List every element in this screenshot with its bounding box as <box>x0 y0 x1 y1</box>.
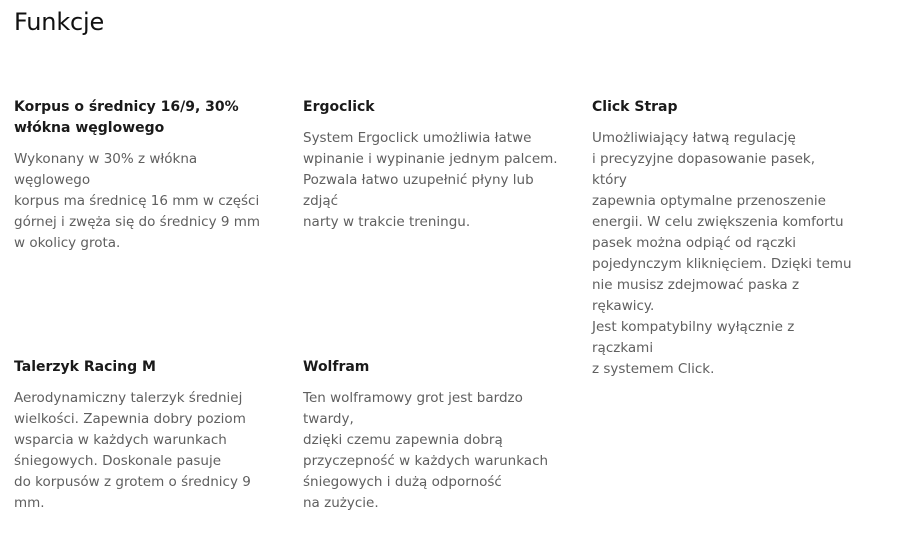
feature-item <box>592 97 854 380</box>
feature-title: Talerzyk Racing M <box>14 359 156 375</box>
feature-item <box>303 97 571 233</box>
feature-description: Umożliwiający łatwą regulację i precyzyjne dopasowanie pasek, który zapewnia optymalne przenoszenie energii. W celu zwiększenia komfortu pasek można odpiąć od rączki pojedynczym kliknięciem. Dzięki temu nie musisz zdejmować paska z rękawicy. Jest kompatybilny wyłącznie z rączkami z systemem Click. <box>592 130 852 377</box>
feature-title: Wolfram <box>303 359 370 375</box>
feature-description: Wykonany w 30% z włókna węglowego korpus ma średnicę 16 mm w części górnej i zwęża się do średnicy 9 mm w okolicy grota. <box>14 151 261 251</box>
feature-item <box>14 357 276 514</box>
feature-title: Ergoclick <box>303 99 375 115</box>
feature-title: Korpus o średnicy 16/9, 30% włókna węglowego <box>14 99 239 136</box>
feature-title: Click Strap <box>592 99 678 115</box>
page-title: Funkcje <box>14 8 105 36</box>
feature-item <box>303 357 571 514</box>
feature-item <box>14 97 276 254</box>
feature-description: Ten wolframowy grot jest bardzo twardy, dzięki czemu zapewnia dobrą przyczepność w każdych warunkach śniegowych i dużą odporność na zużycie. <box>303 390 549 511</box>
feature-description: System Ergoclick umożliwia łatwe wpinanie i wypinanie jednym palcem. Pozwala łatwo uzupełnić płyny lub zdjąć narty w trakcie treningu. <box>303 130 558 230</box>
feature-description: Aerodynamiczny talerzyk średniej wielkości. Zapewnia dobry poziom wsparcia w każdych warunkach śniegowych. Doskonale pasuje do korpusów z grotem o średnicy 9 mm. <box>14 390 251 511</box>
